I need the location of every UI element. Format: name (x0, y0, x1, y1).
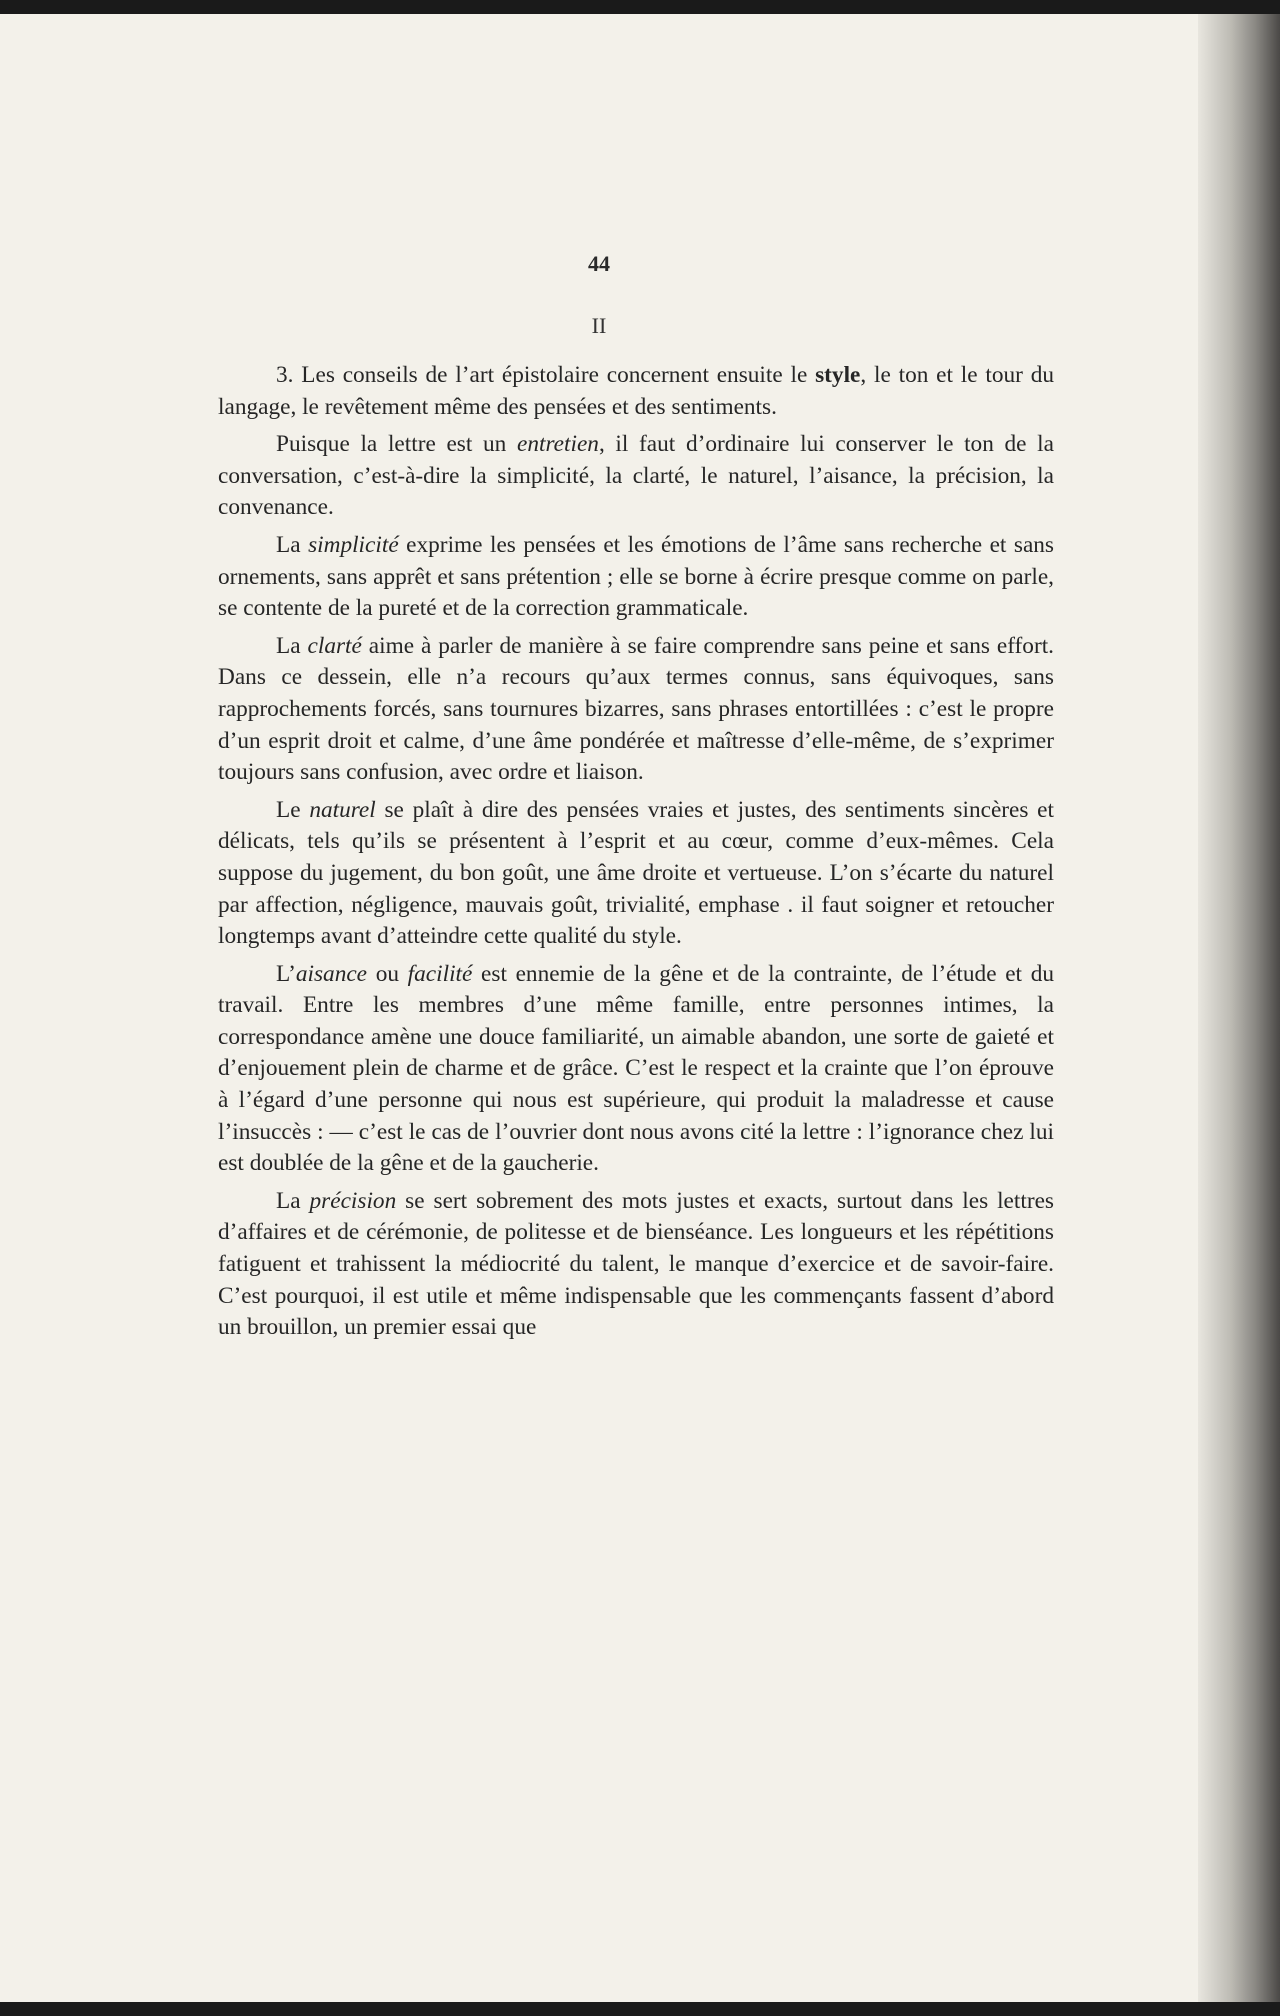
body-text (218, 360, 1054, 1350)
text-run: La (276, 632, 308, 659)
text-run: Puisque la lettre est un (276, 431, 517, 458)
paragraph (218, 1186, 1054, 1344)
paragraph (218, 360, 1054, 423)
text-run: Le (276, 796, 310, 823)
emphasized-term: aisance (295, 960, 368, 987)
paragraph (218, 795, 1054, 953)
paragraph (218, 959, 1054, 1180)
book-page (0, 14, 1198, 2002)
emphasized-term: simplicité (308, 531, 399, 558)
emphasized-term: naturel (309, 796, 376, 823)
emphasized-term: style (815, 362, 861, 388)
text-run: La (276, 1187, 310, 1214)
text-run: exprime les pensées et les émotions de l’âme sans recherche et sans ornements, sans apprêt et sans prétention ; elle se borne à écrire presque comme on parle, se contente de la pureté et de la correction grammaticale. (218, 531, 1054, 622)
emphasized-term: facilité (407, 960, 473, 987)
text-run: aime à parler de manière à se faire comprendre sans peine et sans effort. Dans ce dessein, elle n’a recours qu’aux termes connus, sans équivoques, sans rapprochements forcés, sans tournures bizarres, sans phrases entortillées : c’est le propre d’un esprit droit et calme, d’une âme pondérée et maîtresse d’elle-même, de s’exprimer toujours sans confusion, avec ordre et liaison. (218, 632, 1054, 786)
emphasized-term: précision (309, 1187, 397, 1214)
emphasized-term: entretien (517, 431, 599, 458)
text-run: La (276, 531, 309, 558)
emphasized-term: clarté (307, 632, 362, 659)
section-heading: II (591, 313, 607, 338)
text-run: , il faut d’ordinaire lui conserver le ton de la conversation, c’est-à-dire la simplicité, la clarté, le naturel, l’aisance, la précision, la convenance. (218, 431, 1054, 521)
page-number: 44 (588, 251, 610, 276)
page-edge-shadow (1198, 14, 1280, 2002)
text-run: se sert sobrement des mots justes et exacts, surtout dans les lettres d’affaires et de cérémonie, de politesse et de bienséance. Les longueurs et les répétitions fatiguent et trahissent la médiocrité du talent, le manque d’exercice et de savoir-faire. C’est pourquoi, il est utile et même indispensable que les commençants fassent d’abord un brouillon, un premier essai que (218, 1187, 1054, 1341)
paragraph (218, 631, 1054, 789)
text-run: , le ton et le tour du langage, le revêtement même des pensées et des sentiments. (218, 362, 1054, 420)
text-run: ou (367, 960, 408, 987)
text-run: se plaît à dire des pensées vraies et justes, des sentiments sincères et délicats, tels qu’ils se présentent à l’esprit et au cœur, comme d’eux-mêmes. Cela suppose du jugement, du bon goût, une âme droite et vertueuse. L’on s’écarte du naturel par affection, négligence, mauvais goût, trivialité, emphase . il faut soigner et retoucher longtemps avant d’atteindre cette qualité du style. (218, 796, 1054, 950)
text-run: L’ (276, 960, 296, 987)
paragraph (218, 429, 1054, 524)
paragraph (218, 530, 1054, 625)
text-run: est ennemie de la gêne et de la contrainte, de l’étude et du travail. Entre les membres d’une même famille, entre personnes intimes, la correspondance amène une douce familiarité, un aimable abandon, une sorte de gaieté et d’enjouement plein de charme et de grâce. C’est le respect et la crainte que l’on éprouve à l’égard d’une personne qui nous est supérieure, qui produit la maladresse et cause l’insuccès : — c’est le cas de l’ouvrier dont nous avons cité la lettre : l’ignorance chez lui est doublée de la gêne et de la gaucherie. (218, 960, 1054, 1177)
text-run: 3. Les conseils de l’art épistolaire concernent ensuite le (276, 362, 816, 388)
